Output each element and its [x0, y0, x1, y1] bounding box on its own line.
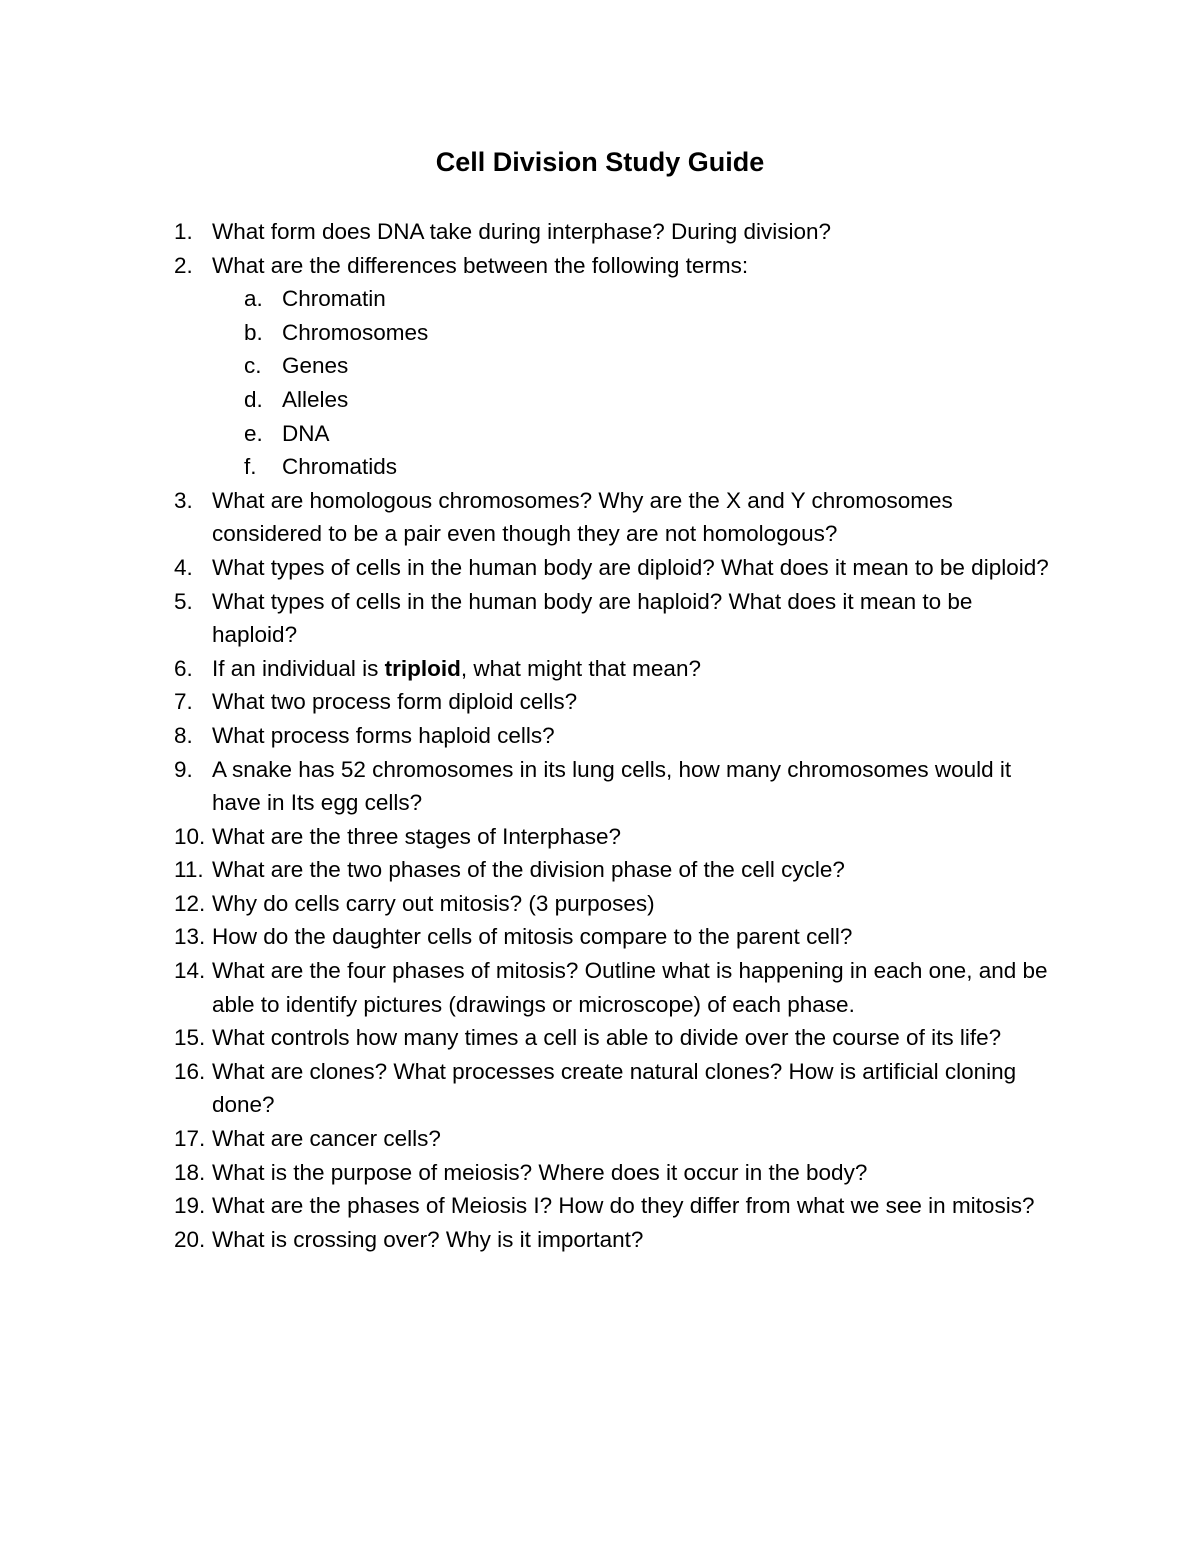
question-number: 9. [174, 756, 193, 782]
question-number: 17. [174, 1126, 206, 1152]
question-item [174, 820, 1054, 854]
question-number: 11. [174, 857, 204, 883]
question-item [174, 1021, 1054, 1055]
question-text: What are clones? What processes create natural clones? How is artificial cloning done? [212, 1058, 1017, 1118]
question-number: 2. [174, 252, 193, 278]
question-number: 18. [174, 1159, 206, 1185]
question-item [174, 249, 1054, 484]
question-text-start: If an individual is [212, 655, 385, 681]
question-text: What process forms haploid cells? [212, 722, 555, 748]
question-item [174, 719, 1054, 753]
question-text-end: , what might that mean? [460, 655, 701, 681]
term-text: Alleles [282, 386, 349, 412]
term-letter: d. [244, 386, 263, 412]
question-item [174, 753, 1054, 820]
question-item [174, 484, 1054, 551]
question-text: What are the four phases of mitosis? Outline what is happening in each one, and be able to identify pictures (drawings or microscope) of each phase. [212, 958, 1048, 1017]
term-text: DNA [282, 420, 330, 446]
question-list [174, 215, 1054, 1256]
term-letter: b. [244, 319, 263, 345]
question-text: What are homologous chromosomes? Why are the X and Y chromosomes considered to be a pair even though they are not homologous? [212, 487, 953, 547]
term-item [244, 450, 1054, 484]
term-item [244, 282, 1054, 316]
question-text: What two process form diploid cells? [212, 689, 578, 715]
question-item [174, 887, 1054, 921]
question-text: Why do cells carry out mitosis? (3 purposes) [212, 890, 655, 916]
page-title: Cell Division Study Guide [435, 147, 765, 177]
term-letter: c. [244, 353, 262, 379]
question-number: 1. [174, 219, 193, 244]
question-number: 8. [174, 722, 193, 748]
emphasized-term: triploid [384, 655, 461, 681]
question-text: What are cancer cells? [212, 1126, 441, 1152]
question-item [174, 1223, 1054, 1257]
question-number: 13. [174, 924, 206, 950]
question-text: What is crossing over? Why is it important? [212, 1226, 644, 1252]
question-item [174, 1156, 1054, 1190]
question-number: 20. [174, 1226, 206, 1252]
question-text: What are the three stages of Interphase? [212, 823, 621, 849]
question-item [174, 1189, 1054, 1223]
question-text: What are the differences between the following terms: [212, 252, 749, 278]
term-item [244, 417, 1054, 451]
term-text: Chromosomes [282, 319, 429, 345]
question-item [174, 551, 1054, 585]
question-number: 5. [174, 588, 193, 614]
term-item [244, 316, 1054, 350]
question-number: 10. [174, 823, 206, 849]
question-text: What is the purpose of meiosis? Where does it occur in the body? [212, 1159, 868, 1185]
question-text: What types of cells in the human body are haploid? What does it mean to be haploid? [212, 588, 973, 648]
question-number: 19. [174, 1193, 206, 1219]
question-text: What are the two phases of the division phase of the cell cycle? [212, 857, 845, 883]
question-number: 6. [174, 655, 193, 681]
term-item [244, 383, 1054, 417]
question-number: 16. [174, 1058, 206, 1084]
question-text: How do the daughter cells of mitosis compare to the parent cell? [212, 924, 853, 950]
question-number: 3. [174, 487, 193, 513]
question-item [174, 585, 1054, 652]
question-item [174, 920, 1054, 954]
term-text: Chromatids [282, 454, 398, 480]
question-text: What form does DNA take during interphase? During division? [212, 219, 832, 244]
term-item [244, 349, 1054, 383]
term-letter: e. [244, 420, 263, 446]
term-text: Chromatin [282, 286, 386, 312]
question-item [174, 652, 1054, 686]
term-letter: a. [244, 286, 263, 312]
question-text: What are the phases of Meiosis I? How do they differ from what we see in mitosis? [212, 1193, 1035, 1219]
question-item [174, 685, 1054, 719]
question-item [174, 215, 1054, 249]
question-number: 4. [174, 554, 193, 580]
question-number: 7. [174, 689, 193, 715]
question-item [174, 853, 1054, 887]
question-item [174, 954, 1054, 1021]
question-text [212, 652, 1054, 686]
question-text: What types of cells in the human body are diploid? What does it mean to be diploid? [212, 554, 1049, 580]
question-text: What controls how many times a cell is able to divide over the course of its life? [212, 1025, 1002, 1051]
term-letter: f. [244, 454, 257, 480]
question-item [174, 1055, 1054, 1122]
question-item [174, 1122, 1054, 1156]
question-text: A snake has 52 chromosomes in its lung cells, how many chromosomes would it have in Its egg cells? [212, 756, 1012, 816]
question-number: 15. [174, 1025, 206, 1051]
question-number: 14. [174, 958, 206, 984]
question-number: 12. [174, 890, 206, 916]
term-list [174, 282, 1054, 484]
term-text: Genes [282, 353, 349, 379]
